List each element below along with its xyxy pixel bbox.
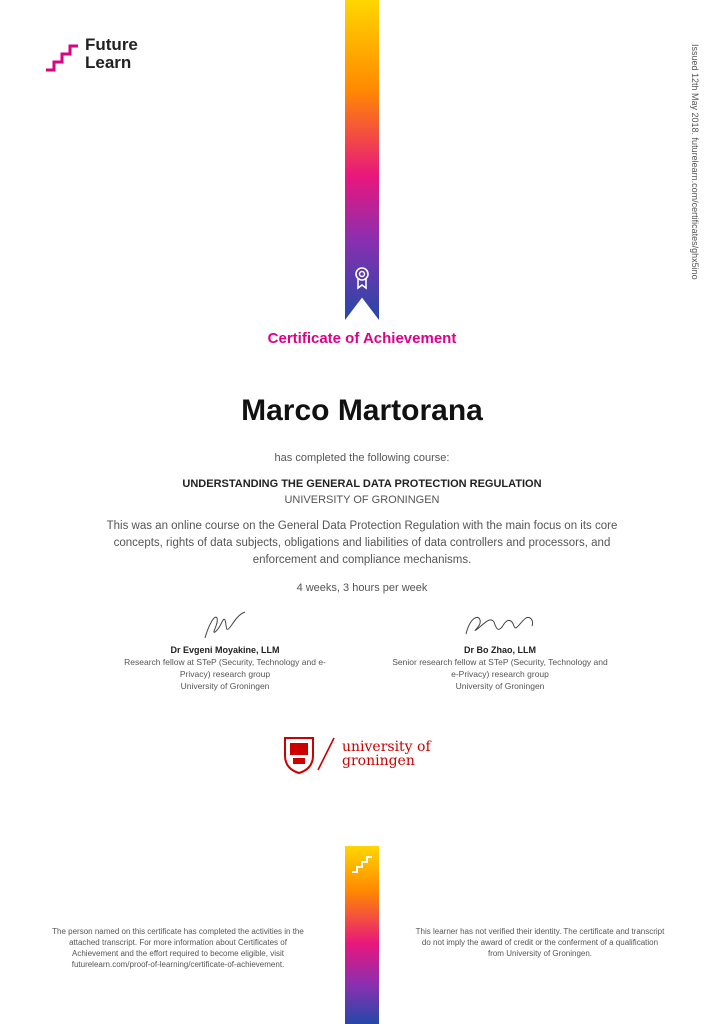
certificate-title: Certificate of Achievement [267, 330, 457, 347]
signatory-role: Research fellow at STeP (Security, Technology and e- [124, 657, 326, 667]
signatory-name: Dr Bo Zhao, LLM [464, 645, 536, 655]
signatory-name: Dr Evgeni Moyakine, LLM [170, 645, 280, 655]
ug-logo-line1: university of [342, 739, 431, 755]
signatory-org: University of Groningen [455, 681, 545, 691]
ribbon-bottom [345, 846, 379, 1024]
signatory-2 [375, 604, 625, 692]
logo-line1: Future [85, 35, 138, 54]
stairs-icon [351, 854, 373, 874]
slash-icon [316, 734, 336, 774]
course-duration: 4 weeks, 3 hours per week [296, 582, 428, 594]
signatory-org: University of Groningen [180, 681, 270, 691]
signatory-1 [100, 604, 350, 692]
signatory-role: e-Privacy) research group [451, 669, 549, 679]
futurelearn-logo [44, 36, 138, 74]
issue-info: Issued 12th May 2018. futurelearn.com/certificates/ghx5ino [690, 44, 700, 280]
recipient-name: Marco Martorana [241, 394, 483, 427]
ug-logo-line2: groningen [342, 753, 415, 769]
footer-right-line3: from University of Groningen. [487, 949, 593, 958]
crest-icon [282, 734, 316, 774]
footer-note-right [385, 926, 695, 959]
signatory-role: Senior research fellow at STeP (Security, Technology and [392, 657, 608, 667]
signature-image [460, 604, 540, 644]
footer-left-line2: attached transcript. For more information about Certificates of [69, 938, 287, 947]
stairs-icon [44, 36, 80, 74]
footer-left-line3: Achievement and the effort required to become eligible, visit [72, 949, 284, 958]
signature-image [195, 604, 255, 644]
university-logo [282, 734, 431, 774]
footer-right-line2: do not imply the award of credit or the conferment of a qualification [421, 938, 659, 947]
footer-left-line4: futurelearn.com/proof-of-learning/certificate-of-achievement. [71, 960, 285, 969]
award-icon [353, 266, 371, 290]
course-title: UNDERSTANDING THE GENERAL DATA PROTECTION REGULATION [182, 478, 542, 490]
logo-line2: Learn [85, 53, 132, 72]
signatory-role: Privacy) research group [179, 669, 271, 679]
footer-left-line1: The person named on this certificate has completed the activities in the [52, 927, 304, 936]
footer-right-line1: This learner has not verified their identity. The certificate and transcript [415, 927, 665, 936]
course-description: This was an online course on the General Data Protection Regulation with the main focus on its core concepts, rights of data subjects, obligations and liabilities of data controllers and processors, and enforcement and compliance mechanisms. [106, 520, 618, 566]
university-name: UNIVERSITY OF GRONINGEN [284, 494, 440, 506]
footer-note-left [28, 926, 328, 970]
completed-text: has completed the following course: [274, 452, 450, 464]
